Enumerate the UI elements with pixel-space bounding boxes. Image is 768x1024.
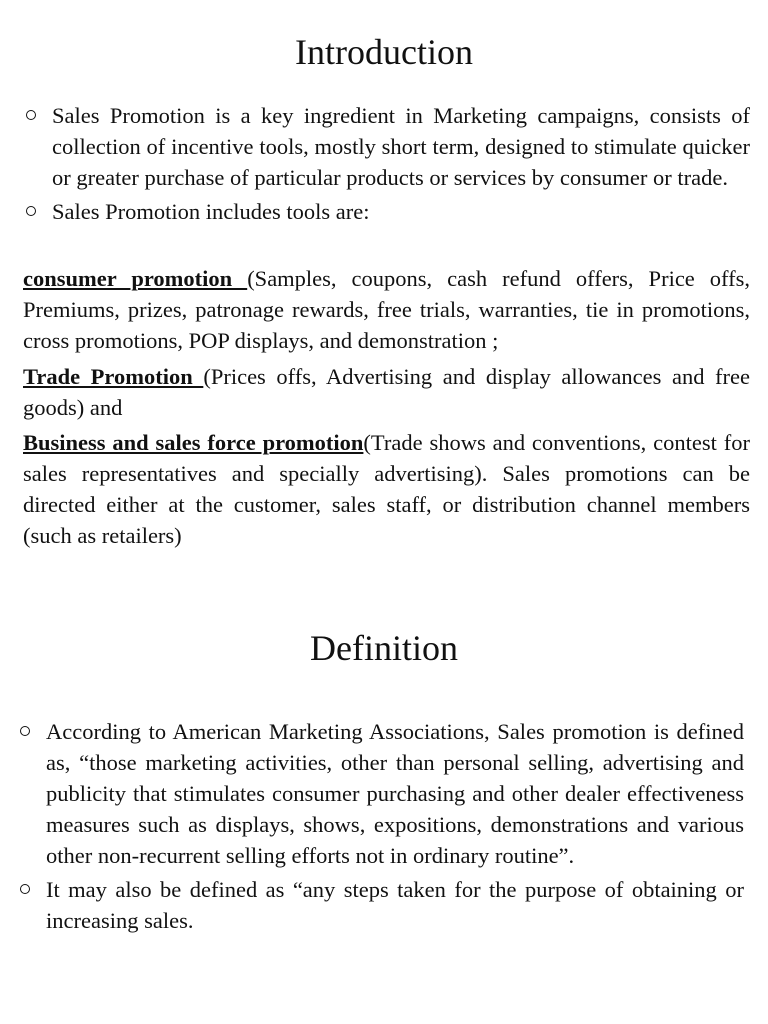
promotion-tools xyxy=(0,263,768,551)
list-item xyxy=(0,196,768,227)
business-promotion-text: (Trade shows and conventions, contest for sales representatives and specially advertising). Sales promotions can be directed either at the customer, sales staff, or distribution channel members (such as retailers) xyxy=(23,430,750,548)
definition-section xyxy=(0,628,768,668)
introduction-title: Introduction xyxy=(295,32,473,72)
consumer-promotion-text: (Samples, coupons, cash refund offers, Price offs, Premiums, prizes, patronage rewards, free trials, warranties, tie in promotions, cross promotions, POP displays, and demonstration ; xyxy=(23,266,750,353)
business-promotion-heading: Business and sales force promotion xyxy=(23,430,364,455)
bullet-text: It may also be defined as “any steps taken for the purpose of obtaining or increasing sales. xyxy=(46,877,744,933)
list-item xyxy=(0,874,768,936)
introduction-section xyxy=(0,32,768,72)
trade-promotion-heading: Trade Promotion xyxy=(23,364,204,389)
consumer-promotion-paragraph xyxy=(23,263,750,356)
trade-promotion-paragraph xyxy=(23,361,750,423)
consumer-promotion-heading: consumer promotion xyxy=(23,266,248,291)
business-promotion-paragraph xyxy=(23,427,750,551)
definition-bullet-list xyxy=(0,716,768,936)
definition-title: Definition xyxy=(310,628,458,668)
list-item xyxy=(0,100,768,193)
trade-promotion-text: (Prices offs, Advertising and display allowances and free goods) and xyxy=(23,364,750,420)
bullet-text: According to American Marketing Associations, Sales promotion is defined as, “those marketing activities, other than personal selling, advertising and publicity that stimulates consumer purchasing and other dealer effectiveness measures such as displays, shows, expositions, demonstrations and various other non-recurrent selling efforts not in ordinary routine”. xyxy=(46,719,744,868)
hollow-circle-bullet-icon xyxy=(20,884,30,894)
hollow-circle-bullet-icon xyxy=(20,726,30,736)
bullet-text: Sales Promotion includes tools are: xyxy=(52,199,370,224)
bullet-text: Sales Promotion is a key ingredient in Marketing campaigns, consists of collection of incentive tools, mostly short term, designed to stimulate quicker or greater purchase of particular products or services by consumer or trade. xyxy=(52,103,750,190)
hollow-circle-bullet-icon xyxy=(26,206,36,216)
list-item xyxy=(0,716,768,871)
hollow-circle-bullet-icon xyxy=(26,110,36,120)
introduction-bullet-list xyxy=(0,100,768,227)
